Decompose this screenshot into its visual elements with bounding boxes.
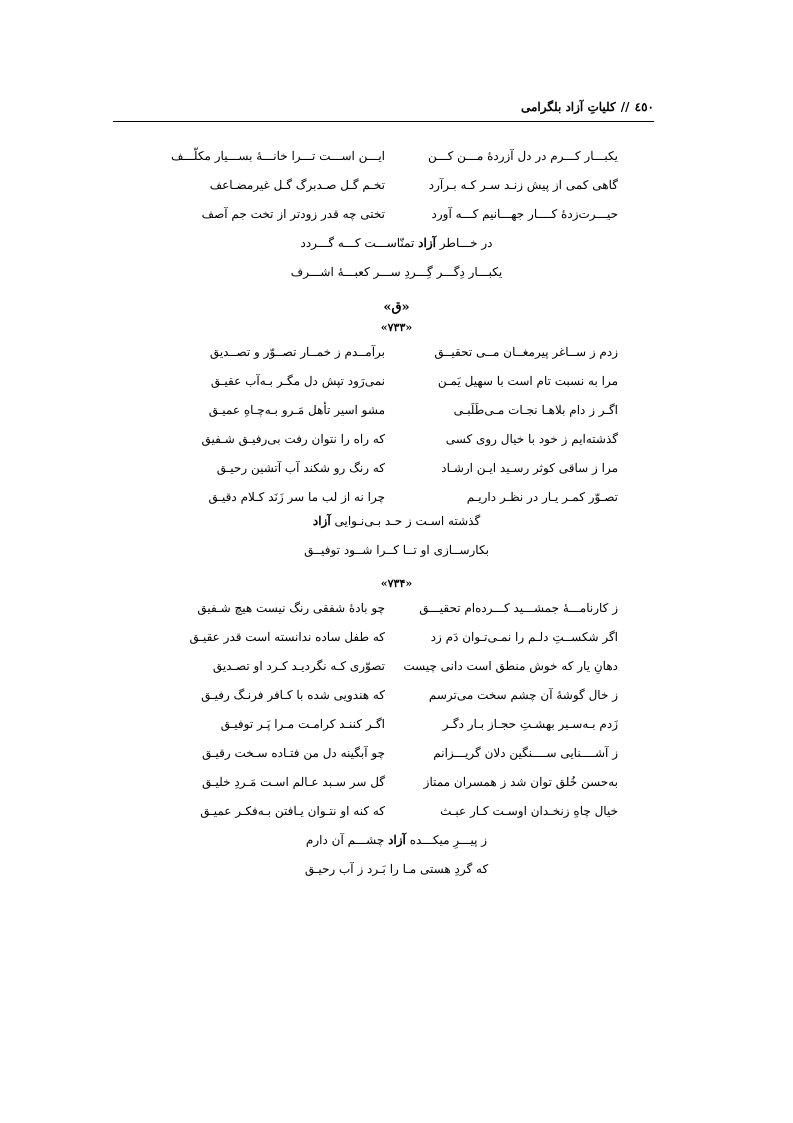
couplet [0,768,793,796]
couplet [0,454,793,482]
hemistich-first: ز آشــــنایی ســــنگین دلان گریـــزانم [433,746,618,760]
hemistich-second: چو بادهٔ شفقی رنگ نیست هیچ شـفیق [197,601,385,615]
couplet [0,652,793,680]
hemistich-second: که رنگ رو شکند آب آتشین رحیـق [216,461,385,475]
hemistich-first: خیال چاهِ زنخـدان اوسـت کـار عبـث [440,804,618,818]
closing-line: ز پیـــرِ میکـــده آزاد چشـــم آن دارم [305,833,488,847]
closing-line: در خـــاطر آزاد تمنّاســـت کـــه گـــردد [300,236,493,250]
hemistich-first: اگر شکســتِ دلـم را نمـی‌تـوان دَم زد [430,630,618,644]
hemistich-second: چرا نه از لب ما سر زَنَد کـلام دقیـق [208,490,385,504]
hemistich-first: مرا به نسبت تام است با سهیل یَمـن [437,374,618,388]
hemistich-first: یکبـــار کـــرم در دل آزردهٔ مـــن کـــن [427,149,618,163]
couplet [0,681,793,709]
section-heading: «ق» [383,300,410,315]
hemistich-second: نمی‌رَود تپش دل مگـر بـه‌آب عقیـق [210,374,385,388]
hemistich-second: که طفل ساده ندانسته است قدر عقیـق [189,630,385,644]
page-number: ٤٥٠ [634,100,654,114]
couplet [0,200,793,228]
closing-line: یکبـــار دِگـــر گِـــردِ ســـر کعبـــهٔ اشـــرف [290,265,503,279]
couplet [0,338,793,366]
hemistich-second: گل سر سـبد عـالم اسـت مَـردِ خلیـق [202,775,385,789]
poet-name: آزاد [312,514,331,528]
hemistich-second: که کنه او نتـوان یـافتن بـه‌فکـر عمیـق [200,804,385,818]
couplet [0,425,793,453]
couplet [0,739,793,767]
hemistich-first: ز کارنامـــهٔ جمشـــید کـــرده‌ام تحقیـــق [419,601,618,615]
hemistich-second: که هندویی شده با کـافر فرنـگ رفیـق [201,688,385,702]
poet-name: آزاد [418,236,436,250]
couplet [0,623,793,651]
hemistich-first: حیـــرت‌زدهٔ کــــار جهـــانیم کـــه آورد [431,207,618,221]
hemistich-first: تصـوّر کمـر یـار در نظـر داریـم [466,490,618,504]
hemistich-first: اگـر ز دام بلاهـا نجـات مـی‌طَلَبـی [453,403,618,417]
hemistich-first: دهانِ یار که خوش منطق است دانی چیست [403,659,618,673]
hemistich-first: زَدم بـه‌سـیر بهشـتِ حجـاز بـار دگـر [442,717,618,731]
poem-number: «۷۳۳» [380,321,413,334]
closing-line: گذشته اسـت ز حـد بـی‌نـوایی آزاد [312,514,481,528]
hemistich-first: مرا ز ساقی کوثر رسـید ایـن ارشـاد [441,461,618,475]
hemistich-second: اگـر کننـد کرامـت مـرا پَـر توفیـق [220,717,385,731]
hemistich-second: تختی چه قدر زودتر از تخت جم آصف [201,207,385,221]
hemistich-first: زدم ز ســاغر پیرمغــان مــی تحقیــق [434,345,618,359]
hemistich-first: به‌حسن خُلق توان شد ز همسران ممتاز [423,775,618,789]
closing-line: که گردِ هستی مـا را بَـرد ز آب رحیـق [304,862,489,876]
hemistich-second: چو آبگینه دل من فتـاده سـخت رقیـق [201,746,385,760]
couplet [0,396,793,424]
hemistich-second: که راه را نتوان رفت بی‌رفیـق شـفیق [201,432,385,446]
couplet [0,171,793,199]
hemistich-first: ز خال گوشهٔ آن چشم سخت می‌ترسم [428,688,618,702]
header-separator: // [620,100,630,114]
hemistich-second: مشو اسیر تأهل مَـرو بـه‌چـاهِ عمیـق [208,403,385,417]
couplet [0,594,793,622]
hemistich-second: تصوّری کـه نگردیـد کـرد او تصـدیق [212,659,385,673]
poem-number: «۷۳۴» [380,577,413,590]
couplet [0,142,793,170]
hemistich-second: تخـم گـل صـدبرگ گـل غیرمضـاعف [209,178,385,192]
closing-line: بکارســازی او تــا کــرا شــود توفیــق [304,543,489,557]
hemistich-second: ایـــن اســـت تـــرا خانـــهٔ بســـیار مکلّـــف [170,149,385,163]
couplet [0,367,793,395]
book-title: کلیاتِ آزاد بلگرامی [520,100,616,114]
hemistich-second: برآمــدم ز خمــار تصــوّر و تصــدیق [209,345,385,359]
couplet [0,797,793,825]
poet-name: آزاد [388,833,406,847]
hemistich-first: گاهی کمی از پیش زنـد سـر کـه بـرآرد [428,178,618,192]
hemistich-first: گذشته‌ایم ز خود با خیال روی کسی [445,432,618,446]
couplet [0,710,793,738]
